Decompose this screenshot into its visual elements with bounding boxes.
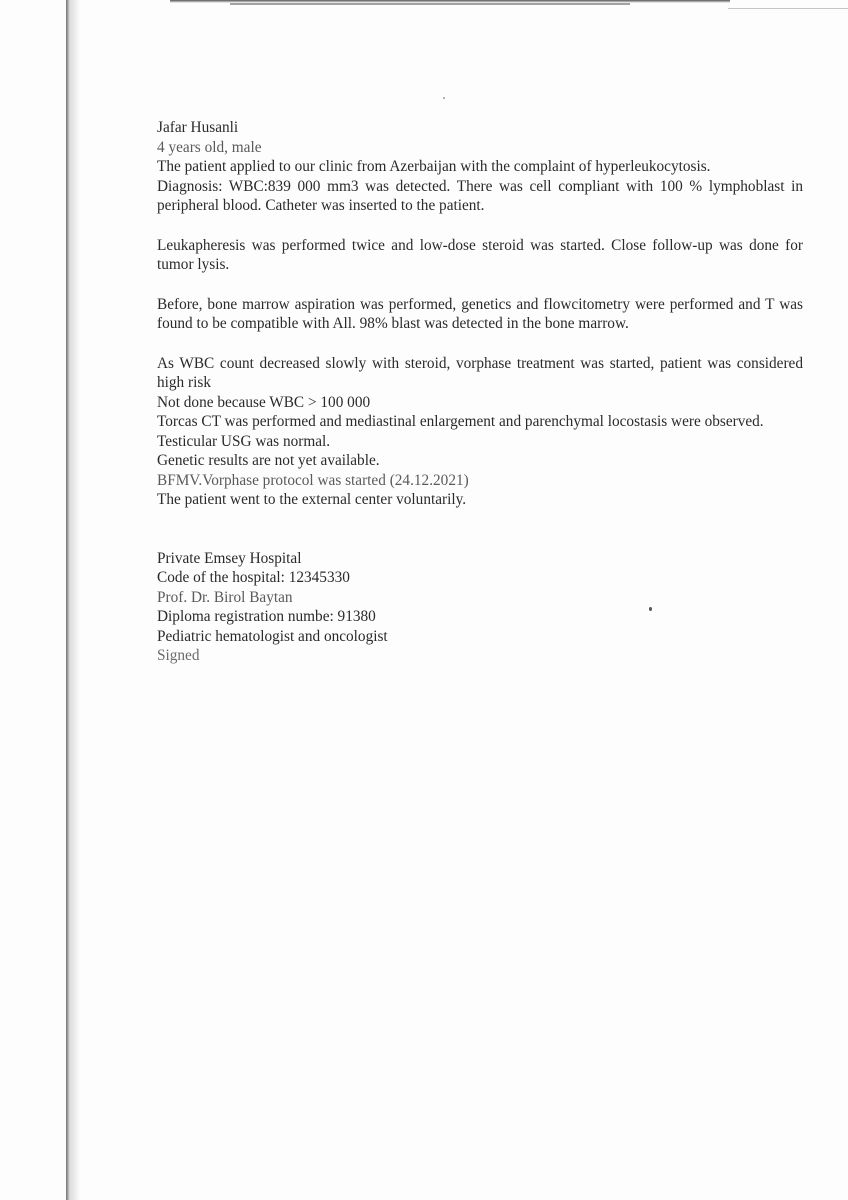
scan-edge-top-line bbox=[230, 3, 630, 5]
doctor-specialty: Pediatric hematologist and oncologist bbox=[157, 627, 388, 645]
hospital-name: Private Emsey Hospital bbox=[157, 549, 302, 567]
patient-name: Jafar Husanli bbox=[157, 119, 239, 136]
diploma-number: Diploma registration numbe: 91380 bbox=[157, 608, 376, 625]
torcas-ct-text: Torcas CT was performed and mediastinal enlargement and parenchymal locostasis were observed. bbox=[157, 413, 764, 430]
genetic-text: Genetic results are not yet available. bbox=[157, 452, 380, 469]
bone-marrow-text: Before, bone marrow aspiration was performed, genetics and flowcitometry were performed and T was found to be compatible with All. 98% blast was detected in the bone marrow. bbox=[157, 295, 803, 332]
not-done-text: Not done because WBC > 100 000 bbox=[157, 393, 371, 411]
wbc-count-text: As WBC count decreased slowly with steroid, vorphase treatment was started, patient was considered high risk bbox=[157, 354, 803, 391]
document-body bbox=[157, 118, 803, 666]
hospital-code: Code of the hospital: 12345330 bbox=[157, 569, 350, 586]
complaint-text: The patient applied to our clinic from Azerbaijan with the complaint of hyperleukocytosis. bbox=[157, 158, 711, 175]
testicular-text: Testicular USG was normal. bbox=[157, 432, 331, 450]
diagnosis-text: Diagnosis: WBC:839 000 mm3 was detected. There was cell compliant with 100 % lymphoblast in peripheral blood. Catheter was inserted to the patient. bbox=[157, 177, 803, 214]
external-text: The patient went to the external center voluntarily. bbox=[157, 491, 467, 508]
patient-age-sex: 4 years old, male bbox=[157, 138, 262, 156]
leukapheresis-text: Leukapheresis was performed twice and low-dose steroid was started. Close follow-up was done for tumor lysis. bbox=[157, 236, 803, 273]
signed-label: Signed bbox=[157, 647, 200, 664]
scan-edge-top-right bbox=[728, 8, 848, 9]
bfmv-text: BFMV.Vorphase protocol was started (24.12.2021) bbox=[157, 471, 469, 489]
scan-speck bbox=[443, 97, 445, 99]
scan-shadow-left bbox=[70, 0, 80, 1200]
doctor-name: Prof. Dr. Birol Baytan bbox=[157, 588, 293, 606]
